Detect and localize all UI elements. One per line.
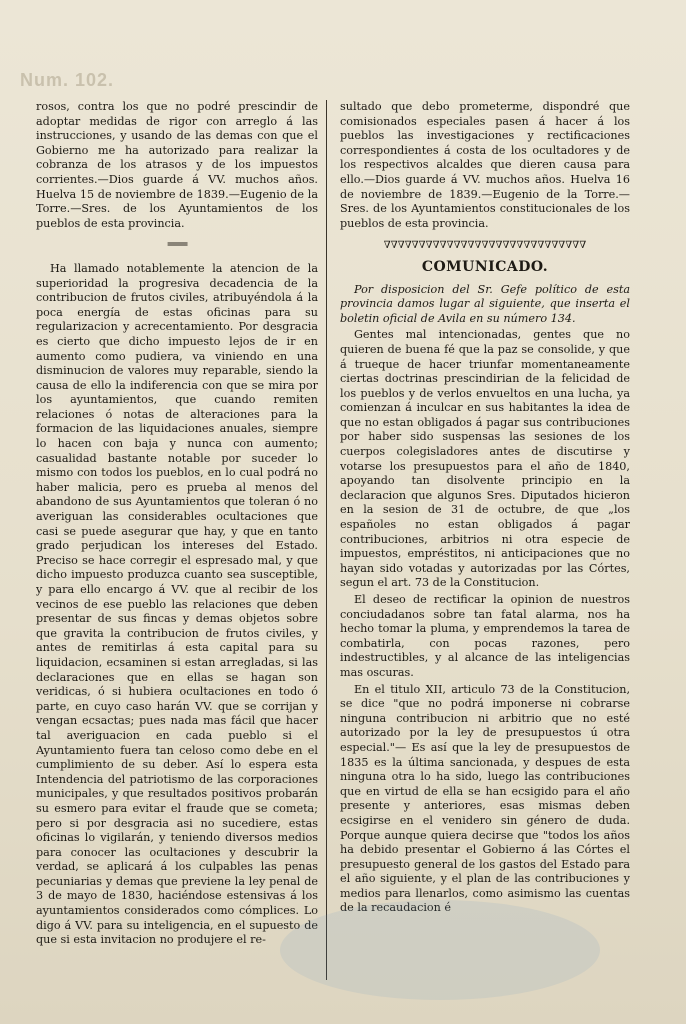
right-paragraph-1: sultado que debo prometerme, dispondré que comisionados especiales pasen á hacer á los pueblos las investigaciones y rectificaciones correspondientes á costa de los ocultadores y de los respectivos alcaldes que dieren causa para ello.—Dios guarde á VV. muchos años. Huelva 16 de noviembre de 1839.—Eugenio de la Torre.—Sres. de los Ayuntamientos constitucionales de los pueblos de esta provincia.: [340, 100, 630, 230]
left-paragraph-1: rosos, contra los que no podré prescindir de adoptar medidas de rigor con arreglo á las instrucciones, y usando de las demas con que el Gobierno me ha autorizado para realizar la cobranza de los atrasos y de los impuestos corrientes.—Dios guarde á VV. muchos años. Huelva 15 de noviembre de 1839.—Eugenio de la Torre.—Sres. de los Ayuntamientos de los pueblos de esta provincia.: [36, 100, 318, 230]
section-separator: ═══: [167, 237, 187, 252]
left-paragraph-2: Ha llamado notablemente la atencion de la superioridad la progresiva decadencia de la contribucion de frutos civiles, atribuyéndola á la poca energía de estas oficinas para su regularizacion y acrecentamiento. Por desgracia es cierto que dicho impuesto lejos de ir en aumento como pudiera, va viniendo en una disminucion de valores muy reparable, siendo la causa de ello la indiferencia con que se mira por los ayuntamientos, que cuando remiten relaciones ó notas de alteraciones para la formacion de las liquidaciones anuales, siempre lo hacen con baja y nunca con aumento; casualidad bastante notable por suceder lo mismo con todos los pueblos, en lo cual podrá no haber malicia, pero es prueba al menos del abandono de sus Ayuntamientos que toleran ó no averiguan las considerables ocultaciones que casi se puede asegurar que hay, y que en tanto grado perjudican los intereses del Estado. Preciso se hace corregir el espresado mal, y que dicho impuesto produzca cuanto sea susceptible, y para ello encargo á VV. que al recibir de los vecinos de ese pueblo las relaciones que deben presentar de sus fincas y demas objetos sobre que gravita la contribucion de frutos civiles, y antes de remitirlas á esta capital para su liquidacion, ecsaminen si estan arregladas, si las declaraciones que en ellas se hagan son veridicas, ó si hubiera ocultaciones en todo ó parte, en cuyo caso harán VV. que se corrijan y vengan ecsactas; pues nada mas fácil que hacer tal averiguacion en cada pueblo si el Ayuntamiento fuera tan celoso como debe en el cumplimiento de su deber. Así lo espera esta Intendencia del patriotismo de las corporaciones municipales, y que resultados positivos probarán su esmero para evitar el fraude que se cometa; pero si por desgracia asi no sucediere, estas oficinas lo vigilarán, y teniendo diversos medios para conocer las ocultaciones y descubrir la verdad, se aplicará á los culpables las penas pecuniarias y demas que previene la ley penal de 3 de mayo de 1830, haciéndose estensivas á los ayuntamientos considerados como cómplices. Lo digo á VV. para su inteligencia, en el supuesto de que si esta invitacion no produjere el re-: [36, 261, 318, 947]
right-paragraph-4: En el titulo XII, articulo 73 de la Constitucion, se dice "que no podrá imponerse ni cobrarse ninguna contribucion ni arbitrio que no esté autorizado por la ley de presupuestos ú otra especial."— Es así que la ley de presupuestos de 1835 es la última sancionada, y despues de esta ninguna otra lo ha sido, luego las contribuciones que en virtud de ella se han ecsigido para el año presente y anteriores, esas mismas deben ecsigirse en el venidero sin género de duda. Porque aunque quiera decirse que "todos los años ha debido presentar el Gobierno á las Córtes el presupuesto general de los gastos del Estado para el año siguiente, y el plan de las contribuciones y medios para llenarlos, como asimismo las cuentas de la recaudacion é: [340, 682, 630, 915]
right-paragraph-2: Gentes mal intencionadas, gentes que no quieren de buena fé que la paz se consolide, y que á trueque de hacer triunfar momentaneamente ciertas doctrinas prescindirian de la felicidad de los pueblos y de verlos envueltos en una lucha, ya comienzan á inculcar en sus habitantes la idea de que no estan obligados á pagar sus contribuciones por haber sido suspensas las sesiones de los cuerpos colegisladores antes de discutirse y votarse los presupuestos para el año de 1840, apoyando tan disolvente principio en la declaracion que algunos Sres. Diputados hicieron en la sesion de 31 de octubre, de que „los españoles no estan obligados á pagar contribuciones, arbitrios ni otra especie de impuestos, empréstitos, ni anticipaciones que no hayan sido votadas y autorizadas por las Córtes, segun el art. 73 de la Constitucion.: [340, 328, 630, 590]
faded-page-header: Num. 102.: [20, 70, 115, 90]
library-stamp-watermark: [280, 900, 600, 1000]
decorative-ornament-row: ∇∇∇∇∇∇∇∇∇∇∇∇∇∇∇∇∇∇∇∇∇∇∇∇∇∇∇∇∇: [383, 240, 587, 252]
left-column: [36, 100, 318, 1000]
italic-intro-note: Por disposicion del Sr. Gefe político de esta provincia damos lugar al siguiente, que inserta el boletin oficial de Avila en su número 134.: [340, 282, 630, 325]
right-paragraph-3: El deseo de rectificar la opinion de nuestros conciudadanos sobre tan fatal alarma, nos ha hecho tomar la pluma, y emprendemos la tarea de combatirla, con pocas razones, pero indestructibles, y al alcance de las inteligencias mas oscuras.: [340, 593, 630, 679]
section-title: COMUNICADO.: [421, 258, 549, 275]
right-column: [340, 100, 630, 1000]
column-rule: [326, 100, 327, 980]
